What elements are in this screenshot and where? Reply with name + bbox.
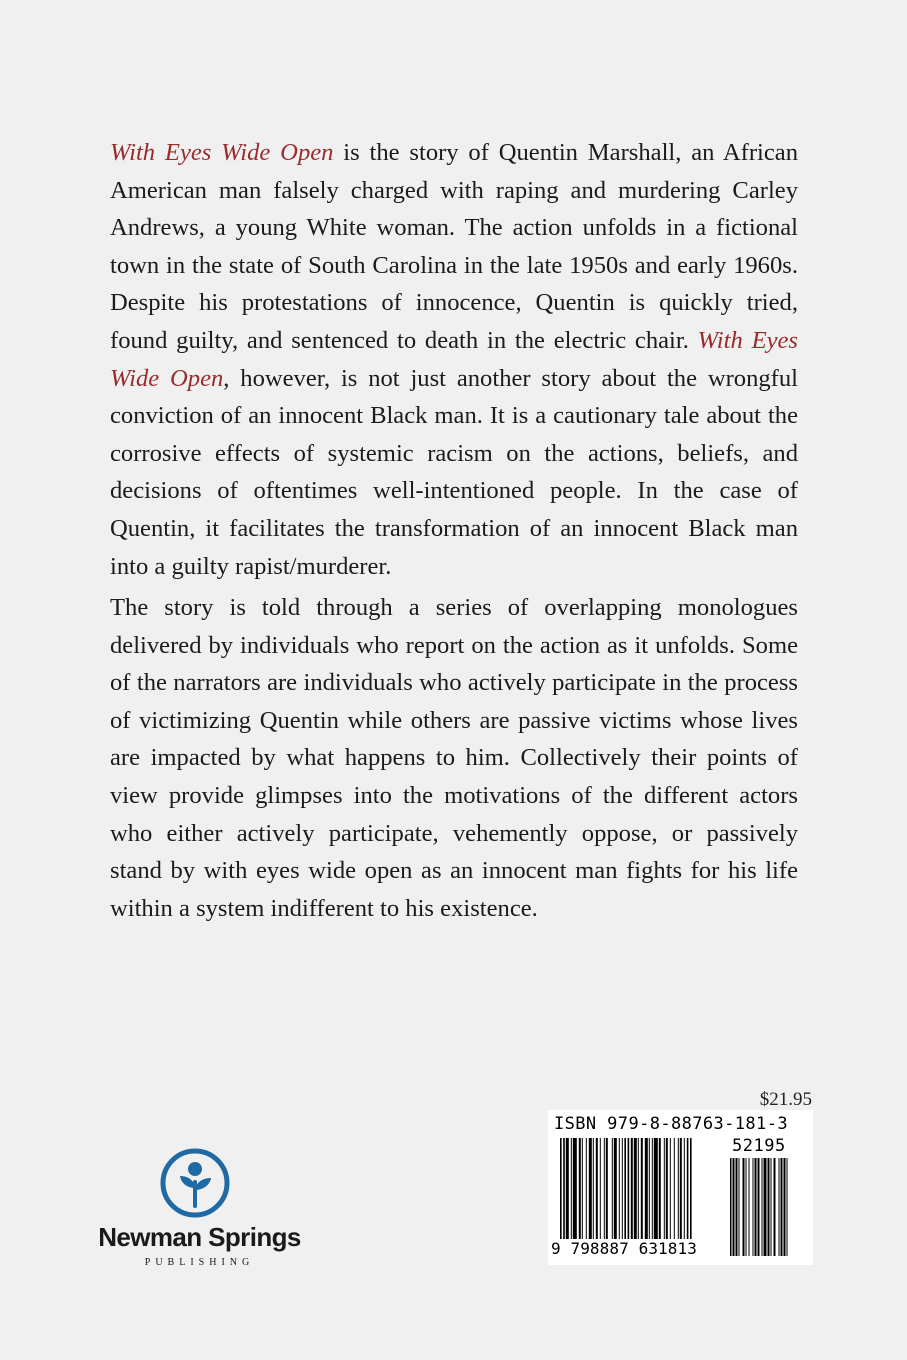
barcode-bar bbox=[743, 1158, 745, 1256]
barcode-bar bbox=[758, 1158, 760, 1256]
barcode-number: 9 798887 631813 bbox=[551, 1239, 697, 1258]
barcode-bar bbox=[771, 1158, 772, 1256]
barcode-bar bbox=[739, 1158, 740, 1256]
sprout-circle-icon bbox=[160, 1148, 230, 1218]
barcode-bar bbox=[600, 1138, 601, 1240]
barcode-bar bbox=[764, 1158, 767, 1256]
isbn-label: ISBN 979-8-88763-181-3 bbox=[554, 1114, 788, 1134]
isbn-barcode bbox=[548, 1110, 813, 1265]
barcode-bar bbox=[730, 1158, 732, 1256]
barcode-bar bbox=[678, 1138, 679, 1240]
barcode-bar bbox=[619, 1138, 620, 1240]
blurb-text: is the story of Quentin Marshall, an African American man falsely charged with raping and murdering Carley Andrews, a young White woman. The action unfolds in a fictional town in the state of South Carolina in the late 1950s and early 1960s. Despite his protestations of innocence, Quentin is quickly tried, found guilty, and sentenced to death in the electric chair. bbox=[110, 139, 798, 354]
barcode-bar bbox=[614, 1138, 617, 1240]
barcode-bar bbox=[596, 1138, 598, 1240]
barcode-addon-digits: 52195 bbox=[732, 1136, 786, 1156]
barcode-bar bbox=[774, 1158, 776, 1256]
barcode-bar bbox=[659, 1138, 661, 1240]
barcode-bar bbox=[684, 1138, 685, 1240]
barcode-bar bbox=[768, 1158, 770, 1256]
book-title-reference: With Eyes Wide Open bbox=[110, 139, 334, 166]
barcode-bar bbox=[753, 1158, 754, 1256]
barcode-addon-bars bbox=[730, 1158, 808, 1256]
blurb-text: , however, is not just another story about the wrongful conviction of an innocent Black man. It is a cautionary tale about the corrosive effects of systemic racism on the actions, beliefs, and decisions of oftentimes well-intentioned people. In the case of Quentin, it facilitates the transformation of an innocent Black man into a guilty rapist/murderer. bbox=[110, 364, 798, 580]
barcode-bar bbox=[631, 1138, 633, 1240]
barcode-bar bbox=[641, 1138, 643, 1240]
barcode-bar bbox=[680, 1138, 682, 1240]
barcode-bar bbox=[666, 1138, 668, 1240]
price-label: $21.95 bbox=[759, 1089, 812, 1110]
publisher-name: Newman Springs bbox=[98, 1222, 301, 1252]
barcode-bar bbox=[604, 1138, 605, 1240]
barcode-bar bbox=[589, 1138, 592, 1240]
barcode-bar bbox=[654, 1138, 658, 1240]
barcode-bar bbox=[736, 1158, 738, 1256]
barcode-bar bbox=[606, 1138, 608, 1240]
barcode-bar bbox=[787, 1158, 788, 1256]
blurb-paragraph-2: The story is told through a series of overlapping monologues delivered by individuals who report on the action as it unfolds. Some of the narrators are individuals who actively participate in the process of victimizing Quentin while others are passive victims whose lives are impacted by what happens to him. Collectively their points of view provide glimpses into the motivations of the different actors who either actively participate, vehemently oppose, or passively stand by with eyes wide open as an innocent man fights for his life within a system indifferent to his existence. bbox=[110, 594, 798, 922]
barcode-bar bbox=[579, 1138, 581, 1240]
barcode-bar bbox=[638, 1138, 639, 1240]
blurb-paragraph-1 bbox=[110, 134, 798, 585]
barcode-bar bbox=[670, 1138, 671, 1240]
barcode-bar bbox=[582, 1138, 583, 1240]
barcode-bar bbox=[746, 1158, 747, 1256]
barcode-bar bbox=[733, 1158, 735, 1256]
barcode-bar bbox=[573, 1138, 577, 1240]
barcode-bar bbox=[779, 1158, 780, 1256]
barcode-bar bbox=[612, 1138, 613, 1240]
barcode-bar bbox=[755, 1158, 757, 1256]
barcode-bar bbox=[652, 1138, 653, 1240]
barcode-bar bbox=[749, 1158, 750, 1256]
barcode-bar bbox=[645, 1138, 648, 1240]
barcode-bar bbox=[762, 1158, 763, 1256]
publisher-logo bbox=[92, 1148, 307, 1273]
barcode-bar bbox=[622, 1138, 623, 1240]
barcode-bar bbox=[674, 1138, 675, 1240]
barcode-bar bbox=[571, 1138, 572, 1240]
barcode-bar bbox=[784, 1158, 786, 1256]
barcode-bar bbox=[781, 1158, 783, 1256]
barcode-bar bbox=[664, 1138, 665, 1240]
barcode-bar bbox=[566, 1138, 569, 1240]
barcode-bar bbox=[634, 1138, 637, 1240]
barcode-bar bbox=[593, 1138, 594, 1240]
barcode-bar bbox=[649, 1138, 650, 1240]
publisher-subtitle: PUBLISHING bbox=[144, 1257, 255, 1268]
barcode-bar bbox=[586, 1138, 587, 1240]
book-title-reference: With Eyes Wide Open bbox=[110, 326, 798, 392]
